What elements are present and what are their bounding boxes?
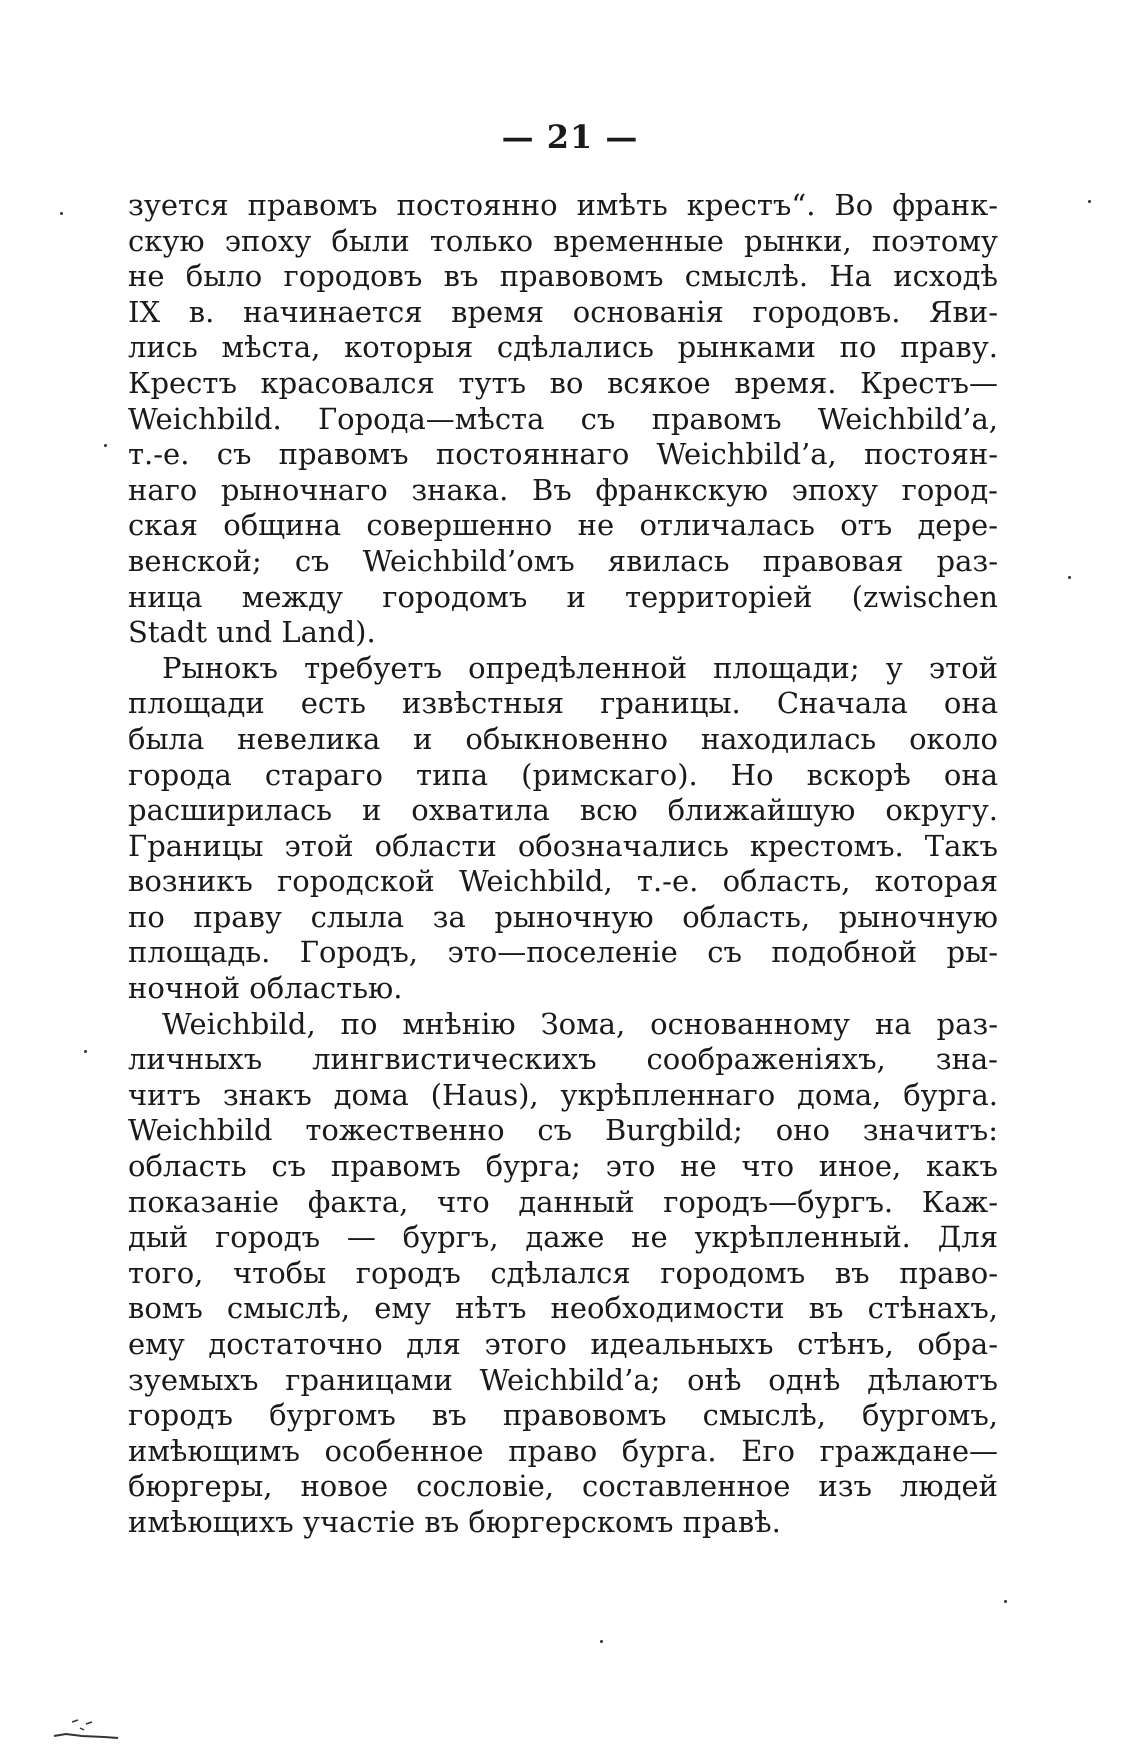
text-line: читъ знакъ дома (Haus), укрѣпленнаго дома, бурга. bbox=[128, 1077, 998, 1112]
text-line: зуется правомъ постоянно имѣть крестъ“. Во франк- bbox=[128, 188, 998, 222]
speck-mark bbox=[84, 1050, 87, 1053]
text-line: не было городовъ въ правовомъ смыслѣ. На исходѣ bbox=[128, 259, 998, 294]
text-line: Рынокъ требуетъ опредѣленной площади; у этой bbox=[162, 650, 998, 685]
margin-scribble bbox=[52, 1712, 122, 1742]
page-number: — 21 — bbox=[501, 118, 639, 156]
speck-mark bbox=[1068, 576, 1071, 579]
text-line: Границы этой области обозначались крестомъ. Такъ bbox=[128, 828, 998, 863]
text-line: имѣющихъ участіе въ бюргерскомъ правѣ. bbox=[128, 1504, 781, 1539]
text-line: Крестъ красовался тутъ во всякое время. Крестъ— bbox=[128, 365, 998, 400]
text-line: того, чтобы городъ сдѣлался городомъ въ право- bbox=[128, 1255, 998, 1290]
text-line: ему достаточно для этого идеальныхъ стѣнъ, обра- bbox=[128, 1327, 998, 1361]
text-line: наго рыночнаго знака. Въ франкскую эпоху город- bbox=[128, 472, 998, 507]
text-line: была невелика и обыкновенно находилась около bbox=[128, 721, 998, 756]
body-text bbox=[128, 188, 998, 1541]
text-line: Weichbild тожественно съ Burgbild; оно значитъ: bbox=[128, 1113, 998, 1148]
text-line: вомъ смыслѣ, ему нѣтъ необходимости въ стѣнахъ, bbox=[128, 1291, 998, 1326]
text-line: городъ бургомъ въ правовомъ смыслѣ, бургомъ, bbox=[128, 1398, 998, 1433]
text-line: венской; съ Weichbild’омъ явилась правовая раз- bbox=[128, 543, 998, 578]
speck-mark bbox=[104, 444, 107, 447]
speck-mark bbox=[60, 212, 63, 215]
text-line: скую эпоху были только временные рынки, поэтому bbox=[128, 223, 998, 258]
text-line: имѣющимъ особенное право бурга. Его граждане— bbox=[128, 1433, 998, 1468]
text-line: зуемыхъ границами Weichbild’a; онѣ однѣ дѣлаютъ bbox=[128, 1362, 998, 1397]
text-line: т.-е. съ правомъ постояннаго Weichbild’a, постоян- bbox=[128, 437, 998, 472]
text-line: область съ правомъ бурга; это не что иное, какъ bbox=[128, 1149, 998, 1184]
text-line: показаніе факта, что данный городъ—бургъ. Каж- bbox=[128, 1184, 998, 1219]
text-line: лись мѣста, которыя сдѣлались рынками по праву. bbox=[128, 330, 998, 365]
text-line: Weichbild. Города—мѣста съ правомъ Weichbild’a, bbox=[128, 401, 998, 436]
text-line: бюргеры, новое сословіе, составленное изъ людей bbox=[128, 1469, 998, 1504]
text-line: города стараго типа (римскаго). Но вскорѣ она bbox=[128, 757, 998, 792]
speck-mark bbox=[600, 1640, 603, 1643]
speck-mark bbox=[1004, 1600, 1007, 1603]
text-line: ница между городомъ и территоріей (zwischen bbox=[128, 579, 998, 614]
text-line: личныхъ лингвистическихъ соображеніяхъ, зна- bbox=[128, 1042, 998, 1077]
text-line: ская община совершенно не отличалась отъ дере- bbox=[128, 508, 998, 543]
text-line: IX в. начинается время основанія городовъ. Яви- bbox=[128, 294, 998, 329]
text-line: площади есть извѣстныя границы. Сначала она bbox=[128, 686, 998, 721]
text-line: площадь. Городъ, это—поселеніе съ подобной ры- bbox=[128, 935, 998, 970]
text-line: Stadt und Land). bbox=[128, 615, 376, 650]
text-line: по праву слыла за рыночную область, рыночную bbox=[128, 899, 998, 934]
text-line: дый городъ — бургъ, даже не укрѣпленный. Для bbox=[128, 1220, 998, 1255]
text-line: ночной областью. bbox=[128, 971, 403, 1006]
speck-mark bbox=[1088, 200, 1091, 203]
text-line: возникъ городской Weichbild, т.-е. область, которая bbox=[128, 864, 998, 899]
text-line: расширилась и охватила всю ближайшую округу. bbox=[128, 793, 998, 828]
text-line: Weichbild, по мнѣнію Зома, основанному на раз- bbox=[162, 1006, 998, 1041]
